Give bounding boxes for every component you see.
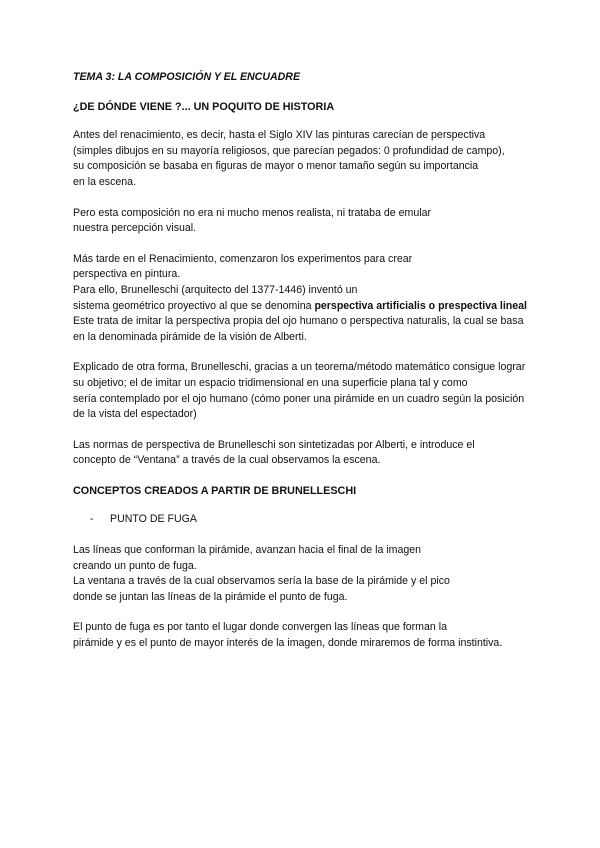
- bullet-dash: -: [90, 513, 94, 526]
- document-page: [73, 70, 553, 667]
- document-title: TEMA 3: LA COMPOSICIÓN Y EL ENCUADRE: [73, 71, 301, 83]
- section-heading-history: ¿DE DÓNDE VIENE ?... UN POQUITO DE HISTORIA: [73, 100, 335, 113]
- paragraph-brunelleschi: [73, 252, 553, 346]
- paragraph-line: Más tarde en el Renacimiento, comenzaron los experimentos para crear: [73, 252, 413, 265]
- paragraph-line: Explicado de otra forma, Brunelleschi, gracias a un teorema/método matemático consigue lograr: [73, 361, 526, 374]
- paragraph-not-realistic: [73, 206, 553, 237]
- section-heading-concepts: CONCEPTOS CREADOS A PARTIR DE BRUNELLESCHI: [73, 484, 357, 497]
- paragraph-line: Para ello, Brunelleschi (arquitecto del 1377-1446) inventó un: [73, 283, 358, 296]
- paragraph-line: (simples dibujos en su mayoría religiosos, que parecían pegados: 0 profundidad de campo),: [73, 144, 505, 157]
- paragraph-before-renaissance: [73, 128, 553, 190]
- paragraph-line: sería contemplado por el ojo humano (cómo poner una pirámide en un cuadro según la posición: [73, 392, 525, 405]
- paragraph-line: concepto de “Ventana” a través de la cual observamos la escena.: [73, 454, 381, 467]
- bullet-label: PUNTO DE FUGA: [110, 513, 197, 526]
- paragraph-line: perspectiva en pintura.: [73, 268, 181, 281]
- bold-term-perspectiva: perspectiva artificialis o prespectiva lineal: [314, 299, 528, 312]
- paragraph-line: La ventana a través de la cual observamos sería la base de la pirámide y el pico: [73, 575, 450, 588]
- paragraph-line: Las normas de perspectiva de Brunelleschi son sintetizadas por Alberti, e introduce el: [73, 438, 475, 451]
- paragraph-alberti: [73, 438, 553, 469]
- paragraph-line: nuestra percepción visual.: [73, 222, 197, 235]
- paragraph-line: su composición se basaba en figuras de mayor o menor tamaño según su importancia: [73, 160, 479, 173]
- bullet-item-punto-de-fuga: [90, 512, 553, 528]
- paragraph-line: en la escena.: [73, 175, 137, 188]
- paragraph-line: pirámide y es el punto de mayor interés de la imagen, donde miraremos de forma instintiva.: [73, 637, 503, 650]
- paragraph-line: en la denominada pirámide de la visión de Alberti.: [73, 330, 307, 343]
- paragraph-line: creando un punto de fuga.: [73, 559, 197, 572]
- paragraph-text: sistema geométrico proyectivo al que se denomina: [73, 299, 315, 312]
- paragraph-line: Antes del renacimiento, es decir, hasta el Siglo XIV las pinturas carecían de perspectiva: [73, 129, 486, 142]
- paragraph-line: Pero esta composición no era ni mucho menos realista, ni trataba de emular: [73, 206, 432, 219]
- paragraph-line: Este trata de imitar la perspectiva propia del ojo humano o perspectiva naturalis, la cual se basa: [73, 315, 524, 328]
- paragraph-line-mixed: [73, 299, 553, 315]
- paragraph-vanishing-lines: [73, 543, 553, 605]
- paragraph-line: Las líneas que conforman la pirámide, avanzan hacia el final de la imagen: [73, 544, 422, 557]
- paragraph-line: donde se juntan las líneas de la pirámide el punto de fuga.: [73, 590, 348, 603]
- paragraph-vanishing-point: [73, 620, 553, 651]
- paragraph-line: su objetivo; el de imitar un espacio tridimensional en una superficie plana tal y como: [73, 376, 468, 389]
- paragraph-line: El punto de fuga es por tanto el lugar donde convergen las líneas que forman la: [73, 621, 447, 634]
- paragraph-line: de la vista del espectador): [73, 408, 197, 421]
- paragraph-explained: [73, 360, 553, 422]
